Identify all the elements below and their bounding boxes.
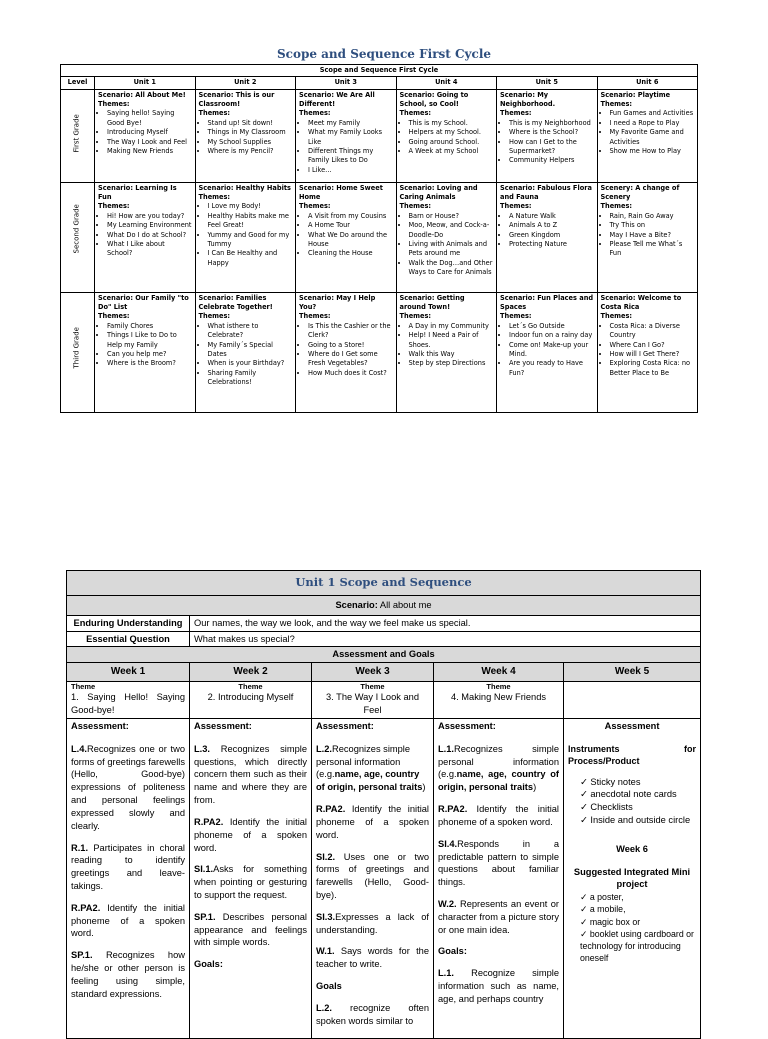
theme-item: • How can I Get to the Supermarket? (509, 138, 594, 157)
unit-scope-table (66, 570, 701, 1039)
standard-item (438, 967, 559, 1005)
theme-list (500, 119, 594, 166)
theme-cell (434, 681, 564, 718)
theme-item: • Yummy and Good for my Tummy (208, 231, 293, 250)
theme-item: • Try This on (610, 221, 695, 230)
unit-cell (296, 89, 397, 182)
themes-label: Themes: (98, 202, 130, 211)
grade-level-cell (61, 182, 95, 292)
project-list (568, 891, 696, 964)
theme-cell (190, 681, 312, 718)
theme-item: • Come on! Make-up your Mind. (509, 341, 594, 360)
standard-code: SI.1. (194, 864, 214, 875)
theme-list (299, 119, 393, 175)
theme-item: • My School Supplies (208, 138, 293, 147)
week2-assessment (190, 718, 312, 1038)
standard-text: Identify the initial phoneme of a spoken word. (71, 902, 185, 939)
theme-item: • Healthy Habits make me Feel Great! (208, 212, 293, 231)
themes-label: Themes: (600, 312, 633, 321)
theme-item: • Walk this Way (409, 350, 494, 359)
standard-item (71, 842, 185, 893)
theme-item: • My Learning Environment (107, 221, 192, 230)
standard-code: R.PA2. (316, 804, 346, 815)
header-unit: Unit 3 (296, 77, 397, 89)
standard-code: L.1. (438, 968, 455, 979)
theme-item: • Stand up! Sit down! (208, 119, 293, 128)
standard-code: W.1. (316, 946, 335, 957)
theme-item: • Can you help me? (107, 350, 192, 359)
theme-item: • Indoor fun on a rainy day (509, 331, 594, 340)
theme-list (299, 322, 393, 378)
question-label: Essential Question (67, 631, 190, 647)
theme-item: • Moo, Meow, and Cock-a-Doodle-Do (409, 221, 494, 240)
week3-assessment (312, 718, 434, 1038)
theme-item: • Where is the School? (509, 128, 594, 137)
theme-item: • Show me How to Play (610, 147, 695, 156)
standard-code: SP.1. (194, 911, 216, 922)
unit-cell (296, 292, 397, 412)
themes-label: Themes: (399, 312, 432, 321)
scenario-title: Scenario: Going to School, so Cool! (399, 90, 469, 109)
theme-item: • Where Can I Go? (610, 341, 695, 350)
assessment-label: Assessment: (316, 720, 374, 731)
standard-code: R.PA2. (438, 804, 468, 815)
themes-label: Themes: (299, 109, 331, 118)
themes-label: Themes: (600, 100, 633, 109)
unit-cell (597, 89, 698, 182)
week6-heading: Week 6 (616, 843, 648, 854)
theme-item: • Green Kingdom (509, 231, 594, 240)
project-item: ✓ a mobile, (580, 903, 696, 915)
scenario-title: Scenery: A change of Scenery (600, 183, 680, 202)
themes-label: Themes: (500, 312, 532, 321)
standard-text: Responds in a predictable pattern to simple questions about familiar things. (438, 838, 559, 888)
standard-item (438, 898, 559, 936)
unit-cell (195, 292, 296, 412)
theme-item: • I Love my Body! (208, 202, 293, 211)
standard-end: ) (533, 782, 537, 793)
scenario-title: Scenario: Fun Places and Spaces (500, 293, 594, 312)
theme-list (601, 212, 695, 259)
theme-item: • I need a Rope to Play (610, 119, 695, 128)
header-row (61, 77, 698, 89)
theme-item: • Let´s Go Outside (509, 322, 594, 331)
themes-label: Themes: (500, 202, 532, 211)
standard-text: Identify the initial phoneme of a spoken word. (316, 804, 429, 840)
theme-item: • Animals A to Z (509, 221, 594, 230)
header-unit: Unit 2 (195, 77, 296, 89)
theme-item: • Hi! How are you today? (107, 212, 192, 221)
theme-item: • Community Helpers (509, 156, 594, 165)
instruments-list (568, 776, 696, 827)
theme-label: Theme (71, 681, 96, 691)
theme-item: • This is my School. (409, 119, 494, 128)
scenario-title: Scenario: Healthy Habits (198, 183, 291, 192)
theme-item: • What isthere to Celebrate? (208, 322, 293, 341)
standard-text: Recognizes how he/she or other person is feeling using simple, standard expressions. (71, 950, 185, 999)
header-unit: Unit 6 (597, 77, 698, 89)
scenario-title: Scenario: Families Celebrate Together! (198, 293, 273, 312)
scenario-title: Scenario: Our Family "to Do" List (98, 293, 189, 312)
unit-cell (497, 292, 598, 412)
theme-item: • Is This the Cashier or the Clerk? (308, 322, 393, 341)
theme-label: Theme (486, 681, 511, 691)
unit-cell (95, 89, 196, 182)
standard-code: SI.4. (438, 838, 458, 849)
standard-text: Recognizes simple personal information (e.g. (438, 743, 559, 780)
assessment-label: Assessment: (71, 720, 129, 731)
theme-list (601, 322, 695, 378)
scenario-title: Scenario: This is our Classroom! (198, 90, 275, 109)
scenario-title: Scenario: We Are All Different! (299, 90, 375, 109)
theme-list (98, 109, 192, 156)
week-header: Week 4 (434, 663, 564, 682)
scenario-title: Scenario: All About Me! (98, 90, 186, 99)
scenario-value: All about me (379, 599, 432, 610)
question-value: What makes us special? (190, 631, 701, 647)
theme-list (400, 322, 494, 369)
theme-item: • Costa Rica: a Diverse Country (610, 322, 695, 341)
week-header: Week 5 (564, 663, 701, 682)
theme-item: • Walk the Dog…and Other Ways to Care for Animals (409, 259, 494, 278)
standard-text: Recognizes simple questions, which directly concern them such as their name and where they are from. (194, 743, 307, 806)
theme-text: 3. The Way I Look and Feel (325, 692, 420, 716)
theme-item: • Where is my Pencil? (208, 147, 293, 156)
instrument-item: ✓ Inside and outside circle (580, 814, 696, 827)
grade-row (61, 182, 698, 292)
instrument-item: ✓ Checklists (580, 801, 696, 814)
document-title: Scope and Sequence First Cycle (276, 47, 492, 61)
grade-row (61, 89, 698, 182)
goals-label: Goals: (438, 946, 467, 957)
scenario-title: Scenario: Learning Is Fun (98, 183, 177, 202)
themes-label: Themes: (399, 202, 432, 211)
project-item: ✓ booklet using cardboard or technology for introducing oneself (580, 928, 696, 964)
instrument-item: ✓ anecdotal note cards (580, 788, 696, 801)
themes-label: Themes: (299, 312, 331, 321)
week-header: Week 3 (312, 663, 434, 682)
goals-label: Goals: (194, 959, 223, 970)
standard-end: ) (422, 782, 426, 793)
standard-item (194, 911, 307, 949)
unit-cell (296, 182, 397, 292)
theme-item: • Exploring Costa Rica: no Better Place to Be (610, 359, 695, 378)
standard-item (438, 743, 559, 794)
theme-list (400, 212, 494, 278)
unit-title: Unit 1 Scope and Sequence (67, 571, 701, 596)
project-item: ✓ a poster, (580, 891, 696, 903)
scenario-title: Scenario: Home Sweet Home (299, 183, 383, 202)
theme-item: • Please Tell me What´s Fun (610, 240, 695, 259)
instruments-heading: Instruments for Process/Product (568, 743, 697, 767)
theme-cell-empty (564, 681, 701, 718)
theme-item: • Things I Like to Do to Help my Family (107, 331, 192, 350)
enduring-value: Our names, the way we look, and the way we feel make us special. (190, 615, 701, 631)
grade-level-cell (61, 89, 95, 182)
standard-text: Recognize simple information such as name, age, and perhaps country (438, 968, 559, 1004)
grade-level-label: First Grade (72, 113, 81, 153)
theme-cell (312, 681, 434, 718)
standard-bold: name, age, country of origin, personal traits (438, 769, 559, 793)
theme-item: • Rain, Rain Go Away (610, 212, 695, 221)
theme-text: 2. Introducing Myself (207, 692, 294, 703)
header-unit: Unit 5 (497, 77, 598, 89)
theme-item: • Going around School. (409, 138, 494, 147)
standard-text: Participates in choral reading to identify greetings and leave-takings. (71, 842, 185, 891)
theme-item: • This is my Neighborhood (509, 119, 594, 128)
scenario-label: Scenario: (335, 599, 378, 610)
theme-item: • Barn or House? (409, 212, 494, 221)
theme-item: • Cleaning the House (308, 249, 393, 258)
standard-code: R.1. (71, 842, 89, 853)
theme-item: • I Can Be Healthy and Happy (208, 249, 293, 268)
standard-item (71, 949, 185, 1000)
theme-label: Theme (238, 681, 263, 691)
standard-code: W.2. (438, 898, 457, 909)
assessment-label: Assessment: (194, 720, 252, 731)
themes-label: Themes: (299, 202, 331, 211)
theme-item: • A Week at my School (409, 147, 494, 156)
theme-item: • Are you ready to Have Fun? (509, 359, 594, 378)
theme-item: • What We Do around the House (308, 231, 393, 250)
standard-code: L.2. (316, 1002, 333, 1013)
standard-code: R.PA2. (194, 816, 224, 827)
project-item: ✓ magic box or (580, 916, 696, 928)
theme-text: 4. Making New Friends (450, 692, 547, 703)
theme-list (199, 119, 293, 156)
theme-item: • Help! I Need a Pair of Shoes. (409, 331, 494, 350)
goals-label: Goals (316, 981, 342, 992)
unit-cell (597, 292, 698, 412)
standard-item (316, 945, 429, 971)
standard-item (194, 816, 307, 854)
theme-item: • A Day in my Community (409, 322, 494, 331)
unit-cell (95, 292, 196, 412)
theme-item: • Going to a Store! (308, 341, 393, 350)
standard-text: Describes personal appearance and feelings with simple words. (194, 911, 307, 948)
theme-list (601, 109, 695, 156)
theme-item: • A Home Tour (308, 221, 393, 230)
theme-list (500, 212, 594, 249)
standard-item (438, 803, 559, 829)
theme-item: • Helpers at my School. (409, 128, 494, 137)
scenario-title: Scenario: Loving and Caring Animals (399, 183, 478, 202)
standard-item (194, 743, 307, 807)
standard-bold: name, age, country of origin, personal traits (316, 769, 423, 793)
header-unit: Unit 4 (396, 77, 497, 89)
unit-cell (597, 182, 698, 292)
theme-item: • Where is the Broom? (107, 359, 192, 368)
week1-assessment (67, 718, 190, 1038)
standard-text: Represents an event or character from a picture story or one main idea. (438, 898, 559, 935)
week-header: Week 2 (190, 663, 312, 682)
theme-item: • Things in My Classroom (208, 128, 293, 137)
grade-row (61, 292, 698, 412)
unit-cell (497, 89, 598, 182)
theme-list (98, 322, 192, 369)
standard-code: SI.3. (316, 911, 336, 922)
theme-item: • When is your Birthday? (208, 359, 293, 368)
standard-code: L.2. (316, 743, 333, 754)
standard-text: Recognizes one or two forms of greetings farewells (Hello, Good-bye) expressions of politeness and personal feelings expressed slowly and clearly. (71, 743, 185, 831)
week-header: Week 1 (67, 663, 190, 682)
theme-item: • What Do I do at School? (107, 231, 192, 240)
standard-item (71, 902, 185, 940)
themes-label: Themes: (500, 109, 532, 118)
theme-item: • Protecting Nature (509, 240, 594, 249)
unit-cell (396, 89, 497, 182)
week5-assessment (564, 718, 701, 1038)
theme-item: • Family Chores (107, 322, 192, 331)
scenario-title: Scenario: May I Help You? (299, 293, 376, 312)
table-caption: Scope and Sequence First Cycle (61, 65, 698, 77)
theme-item: • I Like… (308, 166, 393, 175)
theme-item: • Sharing Family Celebrations! (208, 369, 293, 388)
enduring-label: Enduring Understanding (67, 615, 190, 631)
standard-item (316, 803, 429, 841)
grade-level-label: Third Grade (72, 327, 81, 369)
theme-item: • Different Things my Family Likes to Do (308, 147, 393, 166)
standard-text: Recognizes simple personal information (e.g. (316, 743, 411, 780)
standard-code: L.4. (71, 743, 88, 754)
standard-text: recognize often spoken words similar to (316, 1002, 429, 1026)
standard-item (194, 863, 307, 901)
theme-item: • How will I Get There? (610, 350, 695, 359)
themes-label: Themes: (399, 109, 432, 118)
unit-cell (195, 182, 296, 292)
theme-item: • A Nature Walk (509, 212, 594, 221)
standard-text: Uses one or two forms of greetings and farewells (Hello, Good-bye). (316, 851, 429, 900)
unit-cell (396, 182, 497, 292)
standard-text: Expresses a lack of understanding. (316, 911, 429, 935)
theme-item: • What I Like about School? (107, 240, 192, 259)
standard-text: Says words for the teacher to write. (316, 946, 429, 970)
standard-item (316, 743, 429, 794)
theme-list (400, 119, 494, 156)
themes-label: Themes: (198, 193, 231, 202)
theme-item: • How Much does it Cost? (308, 369, 393, 378)
theme-item: • My Favorite Game and Activities (610, 128, 695, 147)
theme-list (299, 212, 393, 259)
theme-item: • Where do I Get some Fresh Vegetables? (308, 350, 393, 369)
themes-label: Themes: (198, 109, 231, 118)
theme-label: Theme (360, 681, 385, 691)
theme-list (199, 202, 293, 268)
theme-item: • Making New Friends (107, 147, 192, 156)
theme-item: • Meet my Family (308, 119, 393, 128)
scenario-row (67, 595, 701, 615)
standard-code: L.1. (438, 743, 455, 754)
theme-item: • Fun Games and Activities (610, 109, 695, 118)
theme-item: • Step by step Directions (409, 359, 494, 368)
standard-code: SI.2. (316, 851, 336, 862)
standard-item (316, 911, 429, 937)
assessment-heading: Assessment (604, 720, 660, 731)
themes-label: Themes: (600, 202, 633, 211)
scenario-title: Scenario: Fabulous Flora and Fauna (500, 183, 592, 202)
standard-text: Identify the initial phoneme of a spoken word. (194, 816, 307, 853)
grade-level-cell (61, 292, 95, 412)
header-unit: Unit 1 (95, 77, 196, 89)
standard-code: L.3. (194, 743, 211, 754)
standard-code: SP.1. (71, 950, 93, 961)
theme-cell (67, 681, 190, 718)
theme-item: • My Family´s Special Dates (208, 341, 293, 360)
theme-item: • May I Have a Bite? (610, 231, 695, 240)
standard-text: Asks for something when pointing or gesturing to support the request. (194, 864, 307, 900)
themes-label: Themes: (98, 312, 130, 321)
theme-item: • What my Family Looks Like (308, 128, 393, 147)
unit-cell (95, 182, 196, 292)
standard-item (71, 743, 185, 833)
themes-label: Themes: (198, 312, 231, 321)
scenario-title: Scenario: Getting around Town! (399, 293, 465, 312)
project-heading: Suggested Integrated Mini project (573, 866, 691, 890)
unit-cell (396, 292, 497, 412)
scenario-title: Scenario: Playtime (600, 90, 671, 99)
unit-cell (497, 182, 598, 292)
theme-text: 1. Saying Hello! Saying Good-bye! (71, 692, 185, 716)
standard-text: Identify the initial phoneme of a spoken word. (438, 804, 559, 827)
theme-item: • Living with Animals and Pets around me (409, 240, 494, 259)
assessment-goals-heading: Assessment and Goals (67, 647, 701, 663)
instrument-item: ✓ Sticky notes (580, 776, 696, 789)
standard-item (438, 838, 559, 889)
grade-level-label: Second Grade (72, 204, 81, 254)
theme-item: • Introducing Myself (107, 128, 192, 137)
scope-sequence-table (60, 64, 698, 413)
scenario-title: Scenario: My Neighborhood. (500, 90, 556, 109)
scenario-title: Scenario: Welcome to Costa Rica (600, 293, 682, 312)
theme-list (98, 212, 192, 259)
week4-assessment (434, 718, 564, 1038)
theme-item: • A Visit from my Cousins (308, 212, 393, 221)
standard-code: R.PA2. (71, 902, 101, 913)
theme-list (500, 322, 594, 378)
theme-list (199, 322, 293, 388)
unit-cell (195, 89, 296, 182)
standard-item (316, 851, 429, 902)
assessment-label: Assessment: (438, 720, 496, 731)
theme-item: • Saying hello! Saying Good Bye! (107, 109, 192, 128)
header-level: Level (61, 77, 95, 89)
themes-label: Themes: (98, 100, 130, 109)
theme-item: • The Way I Look and Feel (107, 138, 192, 147)
